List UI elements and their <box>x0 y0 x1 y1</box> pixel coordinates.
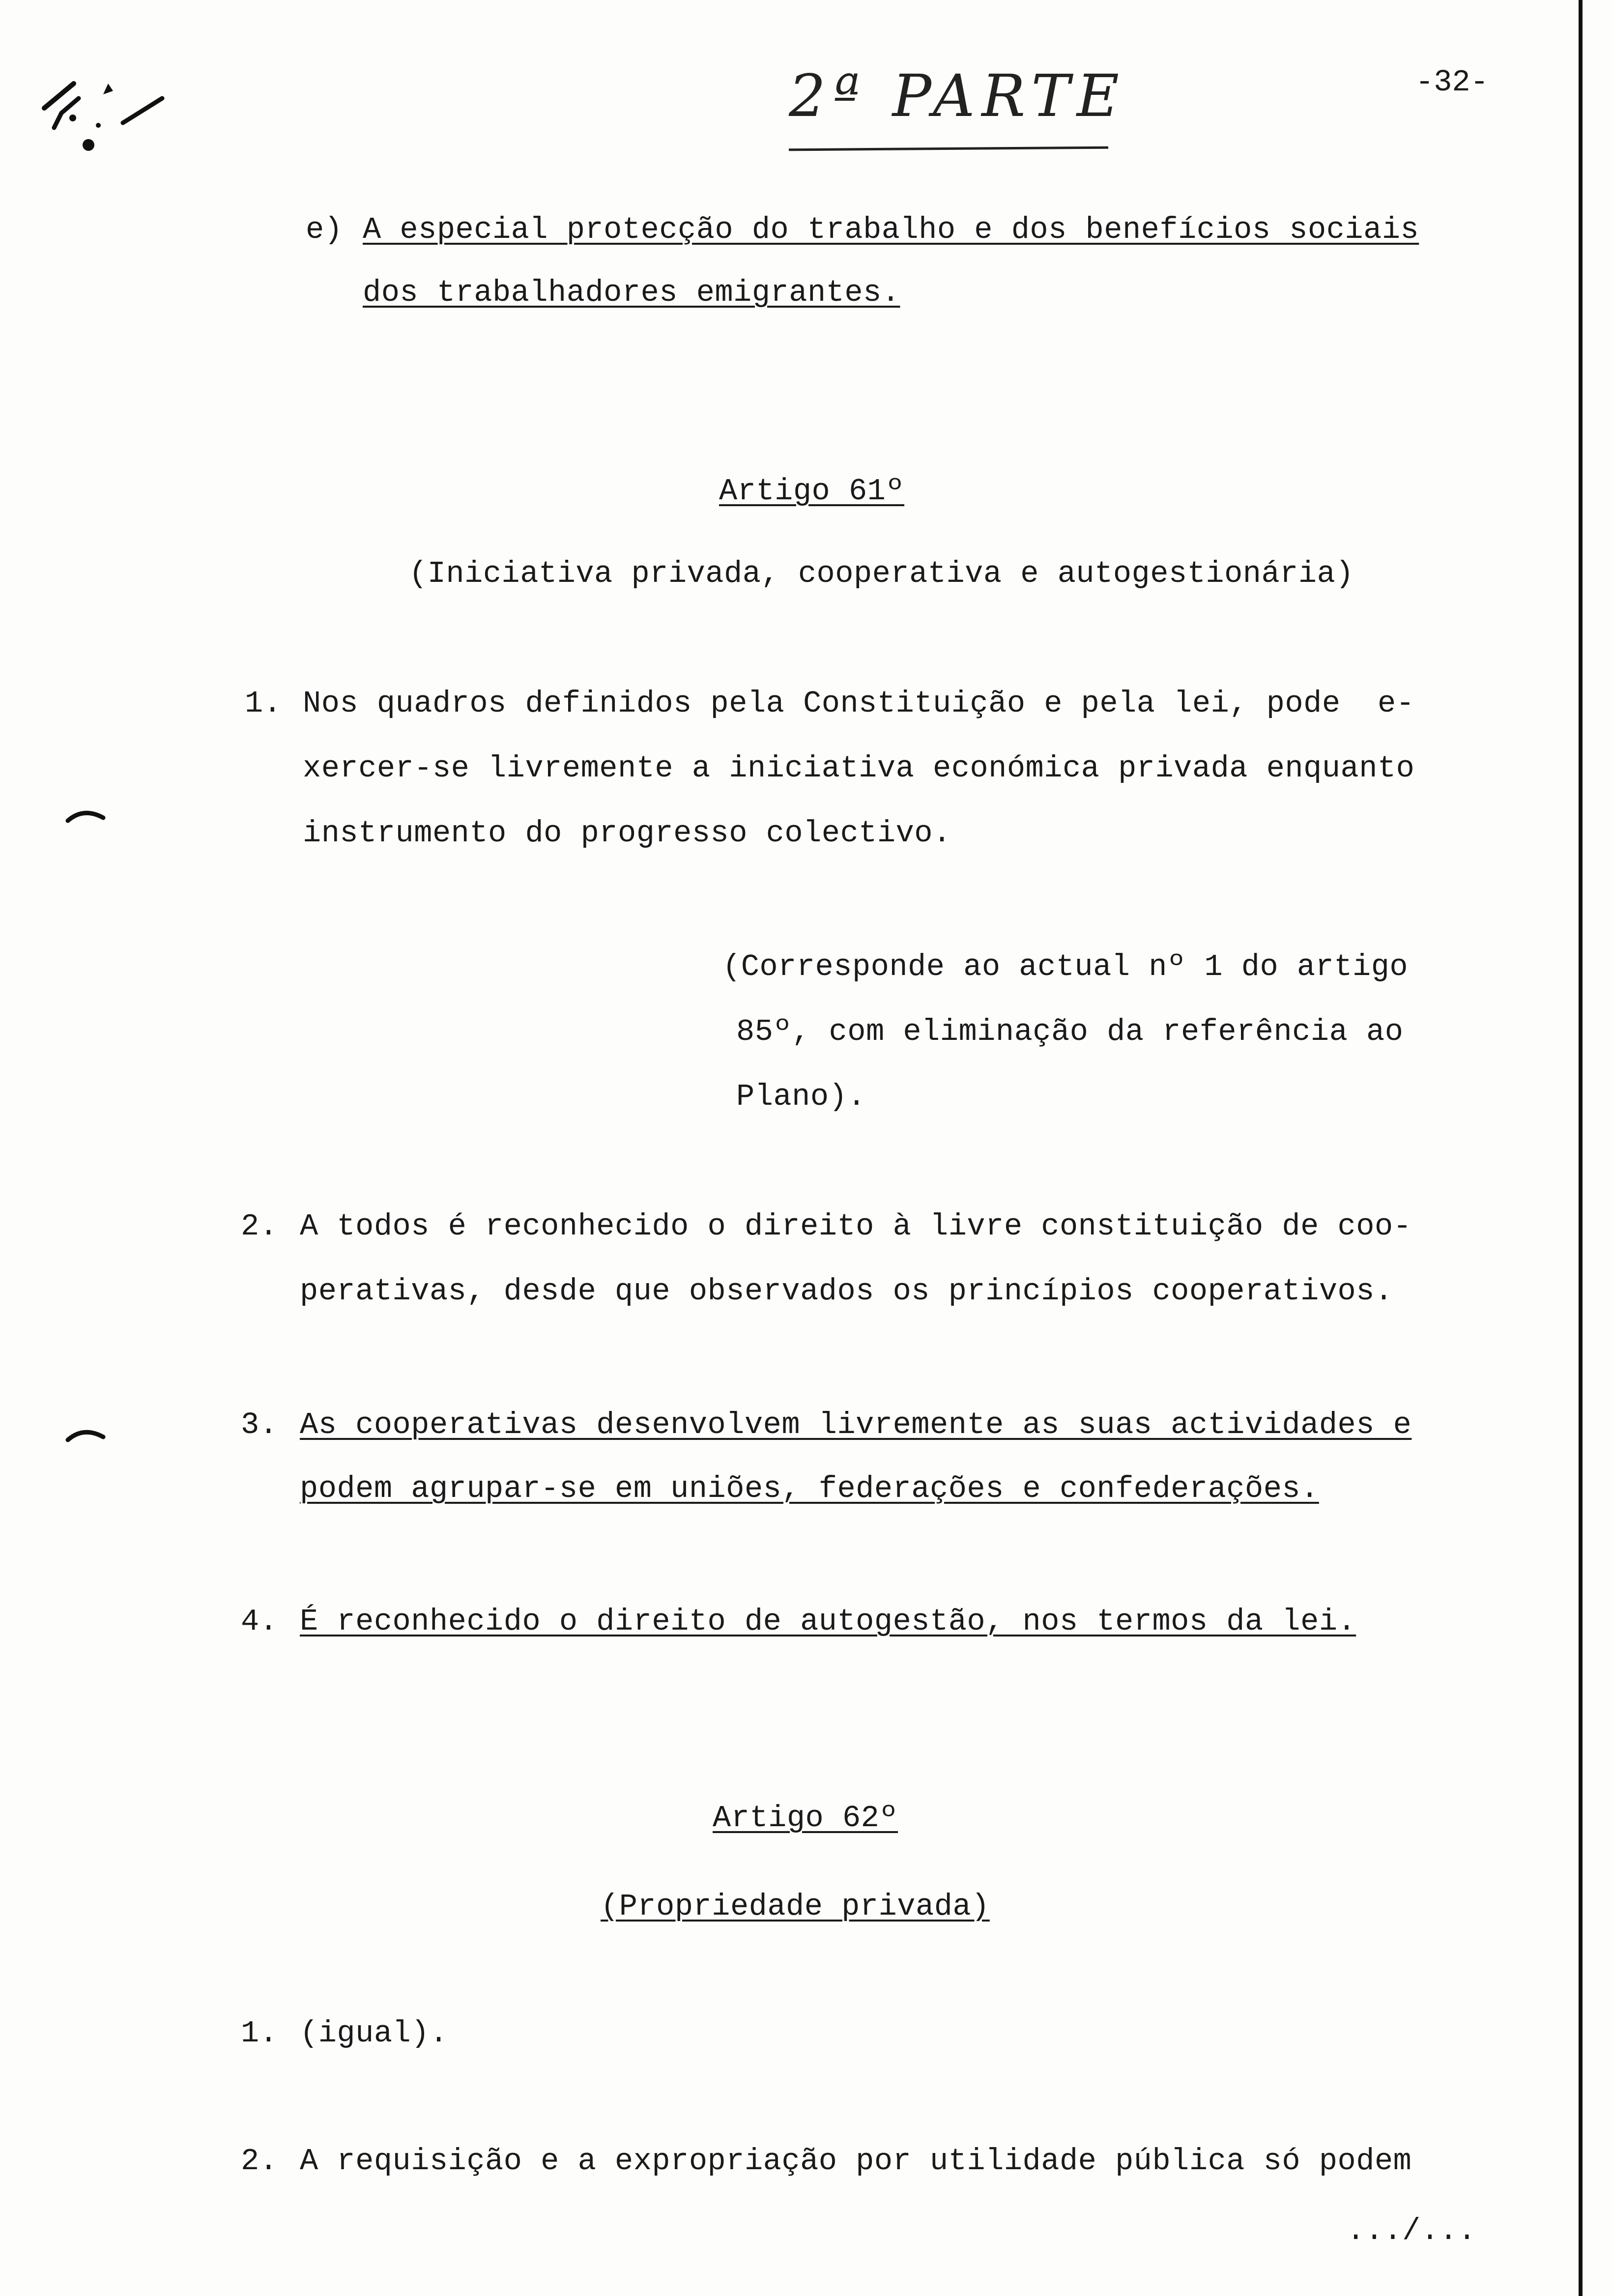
article-61-item2-number: 2. <box>241 1209 278 1244</box>
article-61-item1-line1: Nos quadros definidos pela Constituição e pela lei, pode e- <box>303 686 1415 721</box>
continuation-marker: .../... <box>1347 2213 1476 2248</box>
handwritten-title-underline <box>789 146 1108 151</box>
handwritten-scribble-mark <box>15 39 192 157</box>
article-61-item3-line1: As cooperativas desenvolvem livremente as suas actividades e <box>300 1407 1412 1442</box>
article-61-note-line3: Plano). <box>736 1079 866 1114</box>
article-61-item3-number: 3. <box>241 1407 278 1442</box>
item-e-line1: A especial protecção do trabalho e dos benefícios sociais <box>363 212 1419 247</box>
article-62-item1-line1: (igual). <box>300 2016 448 2051</box>
article-61-item3-line2: podem agrupar-se em uniões, federações e confederações. <box>300 1471 1319 1506</box>
article-61-item1-number: 1. <box>245 686 282 721</box>
margin-bracket-mark <box>64 806 108 826</box>
article-61-item2-line1: A todos é reconhecido o direito à livre constituição de coo- <box>300 1209 1412 1244</box>
article-61-item1-line2: xercer-se livremente a iniciativa económica privada enquanto <box>303 751 1415 786</box>
article-61-subtitle: (Iniciativa privada, cooperativa e autogestionária) <box>409 556 1354 591</box>
article-61-item4-line1: É reconhecido o direito de autogestão, nos termos da lei. <box>300 1604 1356 1639</box>
article-61-note-line2: 85º, com eliminação da referência ao <box>736 1014 1404 1049</box>
article-61-note-line1: (Corresponde ao actual nº 1 do artigo <box>722 949 1409 984</box>
article-62-item2-number: 2. <box>241 2144 278 2179</box>
article-62-item1-number: 1. <box>241 2016 278 2051</box>
article-61-item4-number: 4. <box>241 1604 278 1639</box>
article-62-title: Artigo 62º <box>713 1801 898 1836</box>
margin-bracket-mark <box>64 1425 108 1445</box>
article-61-item2-line2: perativas, desde que observados os princípios cooperativos. <box>300 1274 1393 1309</box>
handwritten-section-title: 2ª PARTE <box>789 62 1126 130</box>
article-61-title: Artigo 61º <box>719 474 905 509</box>
article-61-item1-line3: instrumento do progresso colectivo. <box>303 816 951 851</box>
page-number: -32- <box>1415 65 1489 100</box>
article-62-item2-line1: A requisição e a expropriação por utilidade pública só podem <box>300 2144 1412 2179</box>
page-edge-border <box>1579 0 1583 2296</box>
article-62-subtitle: (Propriedade privada) <box>601 1889 990 1924</box>
item-label-e: e) <box>306 212 343 247</box>
item-e-line2: dos trabalhadores emigrantes. <box>363 275 900 310</box>
